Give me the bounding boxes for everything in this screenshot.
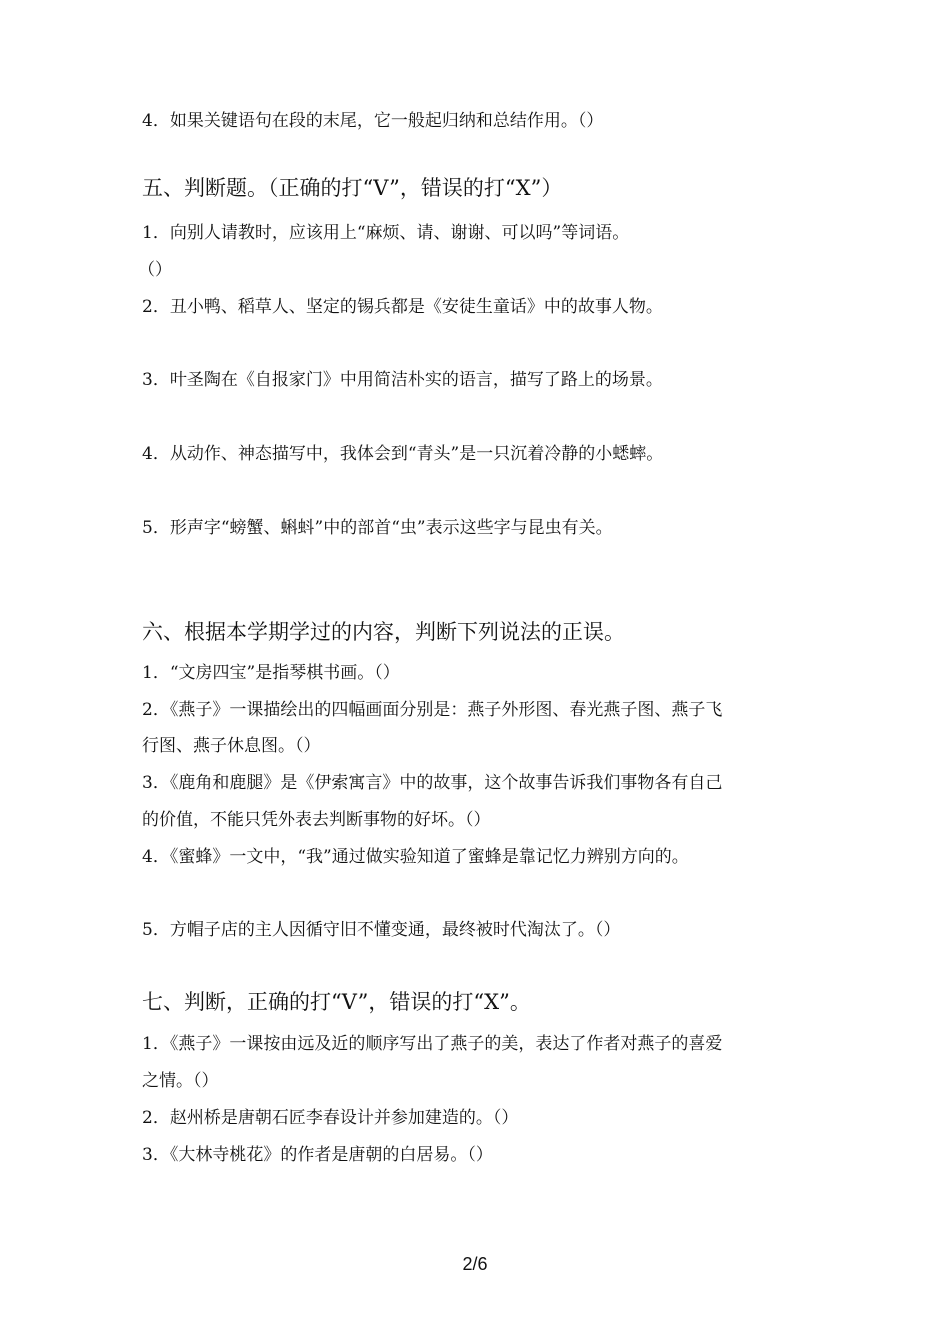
section-7-title: 七、判断，正确的打“V”，错误的打“X”。 — [142, 990, 531, 1014]
s4-question-4: 4．如果关键语句在段的末尾，它一般起归纳和总结作用。（） — [142, 111, 604, 131]
s5-question-4: 4．从动作、神态描写中，我体会到“青头”是一只沉着冷静的小蟋蟀。 — [142, 444, 664, 464]
section-5-title: 五、判断题。（正确的打“V”，错误的打“X”） — [142, 176, 563, 200]
s6-question-3-line-2: 的价值，不能只凭外表去判断事物的好坏。（） — [142, 810, 491, 830]
s6-question-2-line-1: 2．《燕子》一课描绘出的四幅画面分别是：燕子外形图、春光燕子图、燕子飞 — [142, 700, 723, 720]
page-number: 2/6 — [462, 1254, 488, 1274]
s7-question-2: 2．赵州桥是唐朝石匠李春设计并参加建造的。（） — [142, 1108, 519, 1128]
s6-question-1: 1．“文房四宝”是指琴棋书画。（） — [142, 663, 400, 683]
section-6-title: 六、根据本学期学过的内容，判断下列说法的正误。 — [142, 620, 625, 644]
s6-question-5: 5．方帽子店的主人因循守旧不懂变通，最终被时代淘汰了。（） — [142, 920, 621, 940]
s7-question-1-line-1: 1．《燕子》一课按由远及近的顺序写出了燕子的美，表达了作者对燕子的喜爱 — [142, 1034, 723, 1054]
s5-question-2: 2．丑小鸭、稻草人、坚定的锡兵都是《安徒生童话》中的故事人物。 — [142, 297, 663, 317]
s6-question-4: 4．《蜜蜂》一文中，“我”通过做实验知道了蜜蜂是靠记忆力辨别方向的。 — [142, 847, 689, 867]
s6-question-2-line-2: 行图、燕子休息图。（） — [142, 736, 321, 756]
s5-question-1-line-1: 1．向别人请教时，应该用上“麻烦、请、谢谢、可以吗”等词语。 — [142, 223, 630, 243]
s5-question-1-line-2: （） — [138, 260, 172, 280]
s7-question-3: 3．《大林寺桃花》的作者是唐朝的白居易。（） — [142, 1145, 493, 1165]
s7-question-1-line-2: 之情。（） — [142, 1071, 219, 1091]
s5-question-5: 5．形声字“螃蟹、蝌蚪”中的部首“虫”表示这些字与昆虫有关。 — [142, 518, 613, 538]
s6-question-3-line-1: 3．《鹿角和鹿腿》是《伊索寓言》中的故事，这个故事告诉我们事物各有自己 — [142, 773, 723, 793]
s5-question-3: 3．叶圣陶在《自报家门》中用简洁朴实的语言，描写了路上的场景。 — [142, 370, 663, 390]
